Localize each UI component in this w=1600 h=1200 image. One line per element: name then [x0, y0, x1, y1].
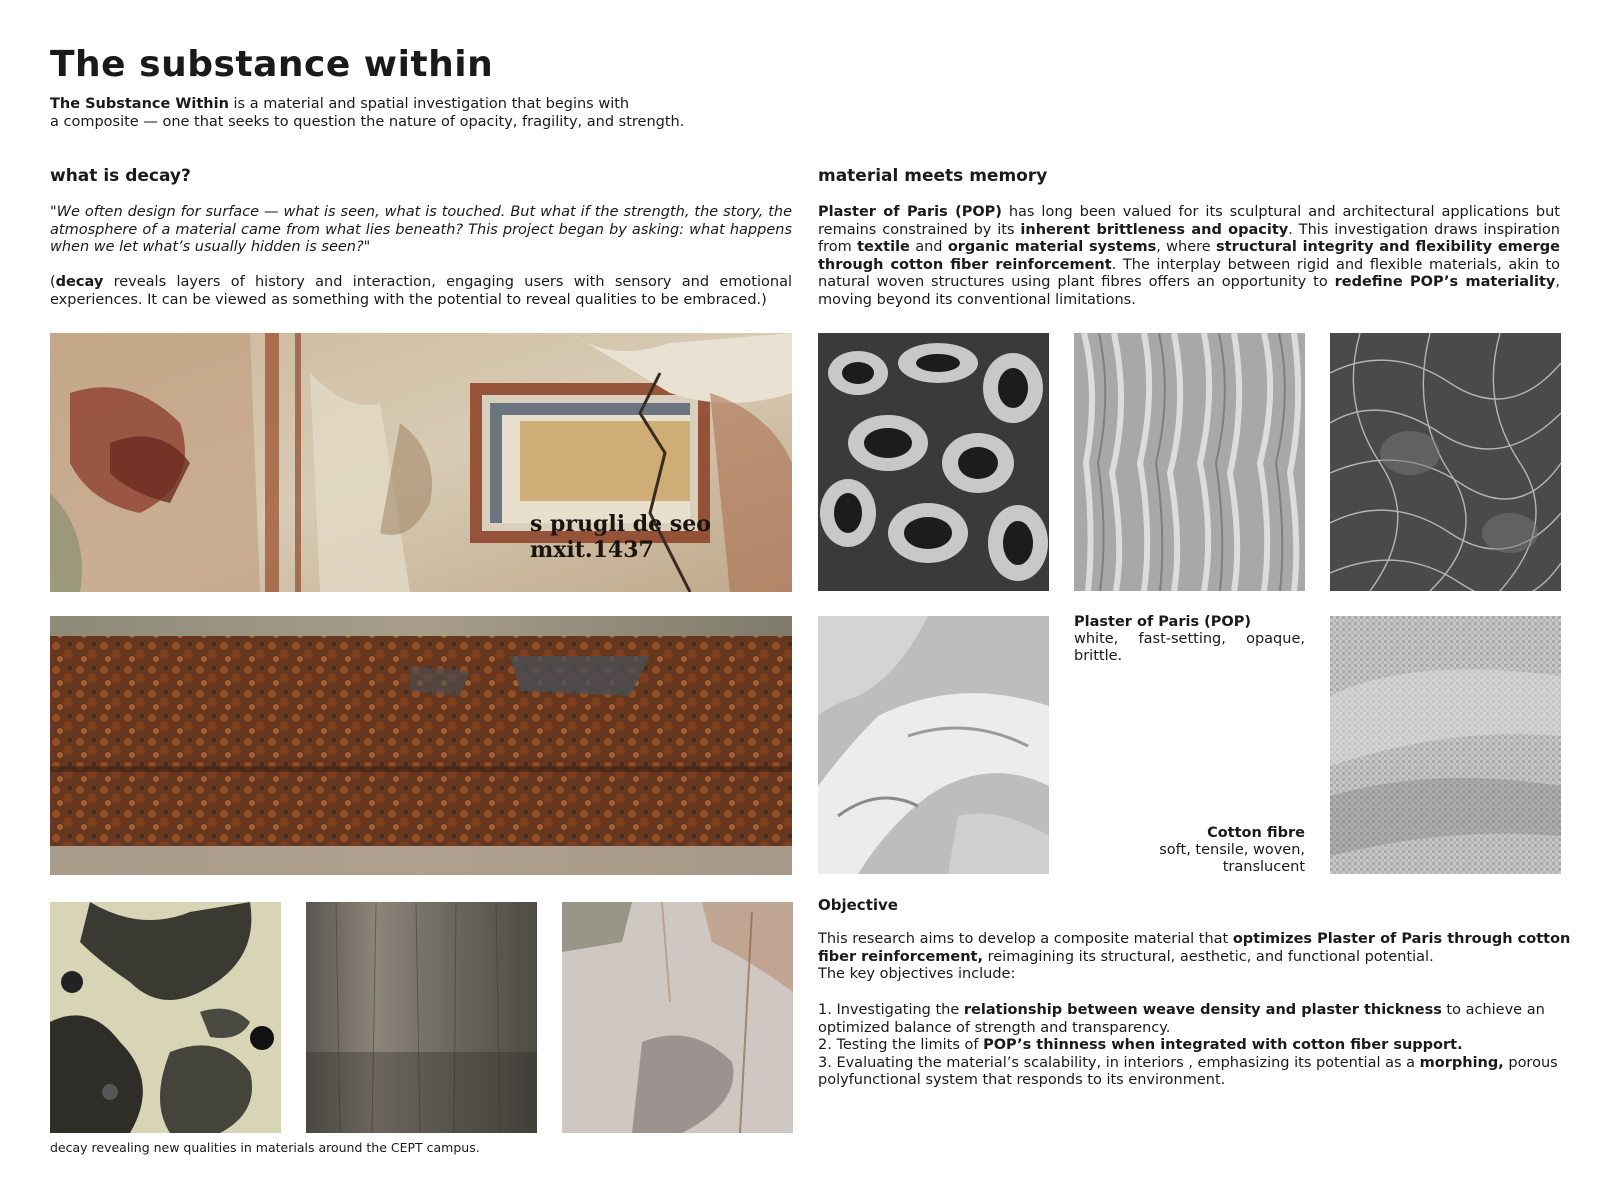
- decay-para-rest: reveals layers of history and interaction, engaging users with sensory and emotional experiences. It can be viewed as something with the potential to reveal qualities to be embraced.): [50, 274, 792, 308]
- memory-bold-5: structural integrity and flexibility emerge through cotton fiber reinforcement: [818, 239, 1560, 273]
- memory-bold-2: inherent brittleness and opacity: [1020, 221, 1289, 238]
- decay-caption: decay revealing new qualities in materials around the CEPT campus.: [50, 1140, 480, 1155]
- concrete-wall-image: [306, 902, 537, 1133]
- cotton-fabric-image: [1330, 616, 1561, 874]
- memory-bold-3: textile: [857, 239, 910, 255]
- decay-para-open: (: [50, 274, 56, 290]
- cotton-description-2: translucent: [1222, 859, 1305, 875]
- objective-item-1-text: 1. Investigating the: [818, 1002, 964, 1018]
- fresco-decay-image: [50, 333, 792, 592]
- decay-para-bold: decay: [55, 274, 104, 290]
- stained-wall-image: [562, 902, 793, 1133]
- intro-line2: a composite — one that seeks to question the nature of opacity, fragility, and strength.: [50, 114, 685, 130]
- fresco-inscription-2: mxit.1437: [530, 537, 654, 563]
- plaster-texture-image: [818, 616, 1049, 874]
- intro-text: [50, 95, 750, 131]
- memory-heading: material meets memory: [818, 166, 1048, 186]
- intro-bold: The Substance Within: [50, 96, 229, 112]
- objective-bold-1: optimizes Plaster of Paris through cotton fiber reinforcement,: [818, 931, 1571, 965]
- decay-paragraph: [50, 274, 792, 309]
- cotton-description-1: soft, tensile, woven,: [1159, 842, 1305, 858]
- pop-description: white, fast-setting, opaque, brittle.: [1074, 631, 1305, 664]
- rust-beam-image: [50, 616, 792, 875]
- objective-paragraph: [818, 931, 1578, 984]
- fibre-mesh-image: [1330, 333, 1561, 591]
- decay-heading: what is decay?: [50, 166, 191, 186]
- memory-paragraph: [818, 204, 1560, 309]
- memory-bold-6: redefine POP’s materiality: [1334, 274, 1556, 290]
- objective-intro-list: The key objectives include:: [818, 966, 1016, 982]
- decay-quote: "We often design for surface — what is seen, what is touched. But what if the strength, the story, the atmosphere of a material came from what lies beneath? This project began by asking: what happens when we let what’s usually hidden is seen?": [50, 204, 792, 255]
- objective-item-1-bold: relationship between weave density and plaster thickness: [963, 1002, 1442, 1018]
- objective-list: [818, 1002, 1578, 1090]
- memory-text-3: and: [909, 239, 948, 255]
- objective-item-3-text-2: porous polyfunctional system that responds to its environment.: [818, 1054, 1558, 1088]
- peeling-paint-image: [50, 902, 281, 1133]
- fabric-folds-image: [1074, 333, 1305, 591]
- objective-item-1: [818, 1002, 1578, 1037]
- cotton-title: Cotton fibre: [1207, 825, 1305, 841]
- memory-bold-4: organic material systems: [947, 239, 1157, 255]
- objective-item-2: [818, 1037, 1578, 1055]
- objective-text-2: reimagining its structural, aesthetic, and functional potential.: [983, 948, 1434, 965]
- objective-item-1-text-2: to achieve an optimized balance of strength and transparency.: [818, 1002, 1545, 1036]
- memory-text-6: , moving beyond its conventional limitations.: [818, 274, 1560, 308]
- cotton-label: [1074, 825, 1305, 876]
- memory-text-4: , where: [1156, 239, 1217, 255]
- objective-item-2-text: 2. Testing the limits of: [818, 1037, 984, 1053]
- fresco-inscription-1: s prugli de seo: [530, 511, 711, 537]
- objective-item-2-bold: POP’s thinness when integrated with cotton fiber support.: [983, 1037, 1463, 1053]
- objective-item-3: [818, 1055, 1578, 1090]
- bone-structure-image: [818, 333, 1049, 591]
- memory-text-5: . The interplay between rigid and flexible materials, akin to natural woven structures using plant fibres offers an opportunity to: [818, 256, 1560, 290]
- pop-title: Plaster of Paris (POP): [1074, 614, 1251, 630]
- objective-item-3-bold: morphing,: [1419, 1054, 1504, 1071]
- pop-label: [1074, 614, 1305, 665]
- memory-text-2: . This investigation draws inspiration from: [818, 221, 1560, 255]
- objective-text-1: This research aims to develop a composite material that: [818, 931, 1233, 947]
- memory-text-1: has long been valued for its sculptural and architectural applications but remains constrained by its: [818, 204, 1560, 238]
- memory-bold-1: Plaster of Paris (POP): [818, 204, 1002, 220]
- objective-item-3-text: 3. Evaluating the material’s scalability, in interiors , emphasizing its potential as a: [818, 1054, 1420, 1071]
- intro-line1: is a material and spatial investigation that begins with: [228, 96, 630, 112]
- objective-heading: Objective: [818, 896, 898, 914]
- page-title: The substance within: [50, 44, 494, 85]
